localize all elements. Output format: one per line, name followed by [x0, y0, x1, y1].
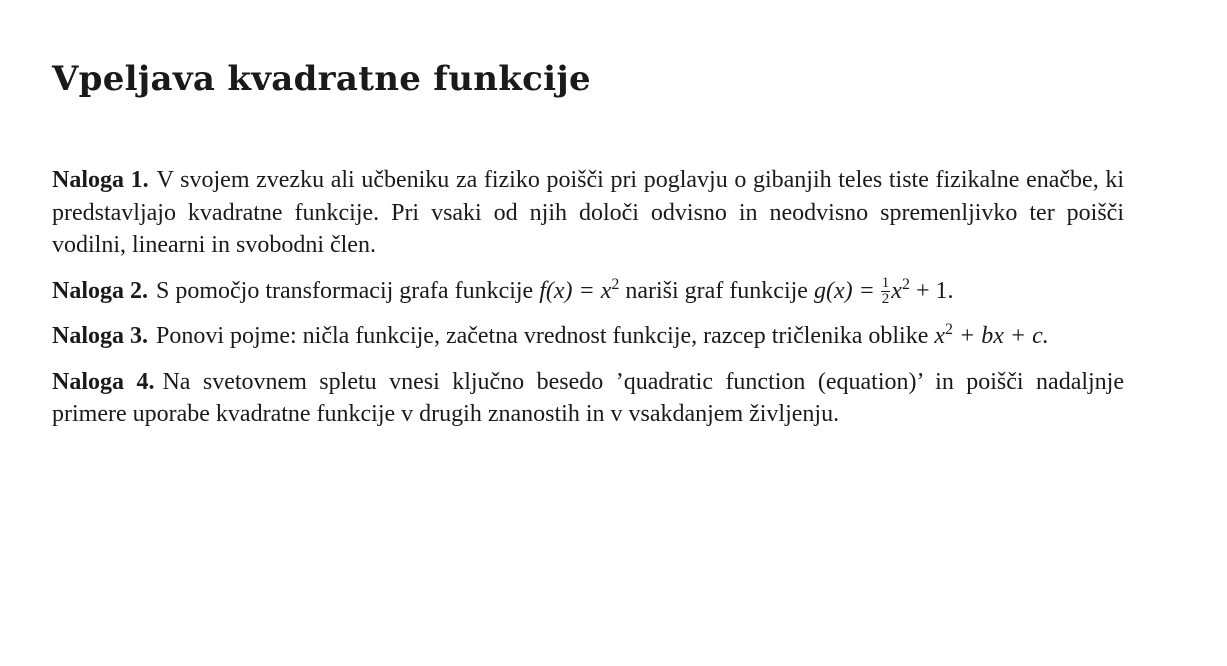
fraction-one-half — [881, 276, 891, 307]
task-label: Naloga 3. — [52, 323, 148, 350]
task-text: nariši graf funkcije — [619, 277, 814, 304]
task-text: S pomočjo transformacij grafa funkcije — [156, 277, 540, 304]
task-2 — [52, 275, 1124, 308]
math-tail: + bx + c. — [953, 323, 1049, 350]
task-label: Naloga 1. — [52, 167, 149, 193]
exponent: 2 — [901, 275, 910, 293]
exponent: 2 — [945, 321, 954, 339]
task-text: Na svetovnem spletu vnesi ključno besedo ’quadratic function (equation)’ in poišči nadaljnje primere uporabe kvadratne funkcije v drugih znanostih in v vsakdanjem življenju. — [52, 368, 1125, 428]
task-text: Ponovi pojme: ničla funkcije, začetna vrednost funkcije, razcep tričlenika oblike — [156, 323, 935, 350]
task-4 — [52, 366, 1124, 431]
page-title: Vpeljava kvadratne funkcije — [52, 59, 591, 99]
task-3 — [52, 320, 1124, 353]
task-label: Naloga 2. — [52, 277, 148, 304]
math-g-expression: g(x) = — [813, 277, 875, 304]
math-variable: x — [934, 323, 946, 350]
exponent: 2 — [611, 275, 620, 293]
fraction-denominator: 2 — [881, 291, 890, 308]
fraction-numerator: 1 — [881, 275, 890, 292]
math-tail: + 1. — [909, 277, 954, 304]
task-text: V svojem zvezku ali učbeniku za fiziko poišči pri poglavju o gibanjih teles tiste fizikalne enačbe, ki predstavljajo kvadratne funkcije. Pri vsaki od njih določi odvisno in neodvisno spremenljivko ter poišči vodilni, linearni in svobodni člen. — [52, 167, 1124, 258]
task-1 — [52, 164, 1124, 262]
task-label: Naloga 4. — [52, 368, 155, 395]
math-variable: x — [891, 277, 902, 304]
task-list — [52, 164, 1124, 444]
math-f-expression: $f(x) = x^2$ — [539, 275, 620, 304]
